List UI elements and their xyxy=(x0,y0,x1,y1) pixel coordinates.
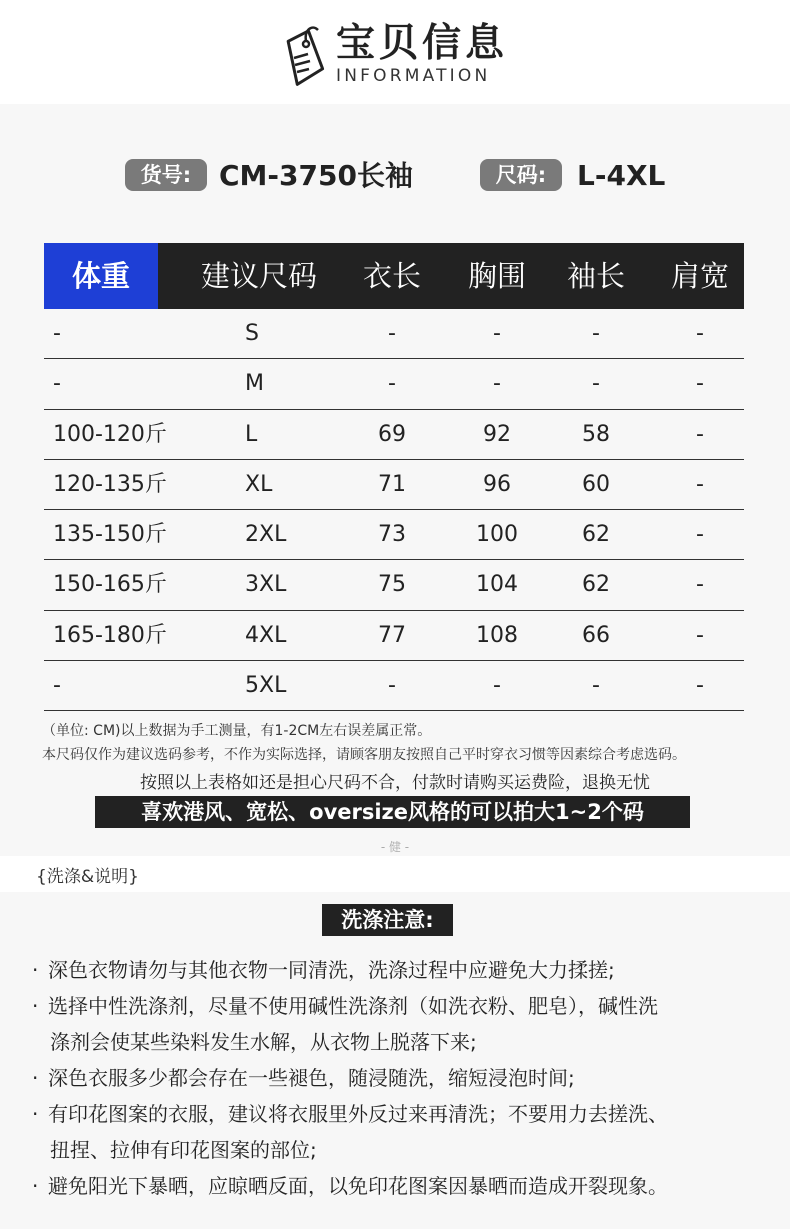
size-up-banner: 喜欢港风、宽松、oversize风格的可以拍大1~2个码 xyxy=(95,796,690,828)
note-insurance: 按照以上表格如还是担心尺码不合，付款时请购买运费险，退换无忧 xyxy=(140,773,650,793)
cell-sleeve: 60 xyxy=(582,471,610,497)
cell-shoulder: - xyxy=(696,522,704,548)
cell-chest: - xyxy=(493,371,501,397)
cell-shoulder: - xyxy=(696,371,704,397)
wash-item xyxy=(32,1168,668,1204)
page-header xyxy=(0,0,790,104)
bullet-dot: · xyxy=(32,958,39,982)
cell-size: L xyxy=(245,421,258,447)
cell-shoulder: - xyxy=(696,572,704,598)
cell-chest: - xyxy=(493,673,501,699)
price-tag-icon xyxy=(276,24,326,88)
wash-item xyxy=(32,1096,668,1132)
wash-item-text: 深色衣服多少都会存在一些褪色，随浸随洗，缩短浸泡时间; xyxy=(48,1066,575,1090)
table-row xyxy=(44,309,744,359)
bullet-dot: · xyxy=(32,1066,39,1090)
header-sleeve: 袖长 xyxy=(566,259,625,293)
cell-chest: 100 xyxy=(476,522,518,548)
header-weight: 体重 xyxy=(44,243,158,309)
cell-length: 77 xyxy=(378,622,406,648)
cell-size: 4XL xyxy=(245,622,287,648)
cell-weight: 100-120斤 xyxy=(53,421,167,447)
cell-shoulder: - xyxy=(696,421,704,447)
table-row xyxy=(44,560,744,610)
bullet-dot: · xyxy=(32,994,39,1018)
header-length: 衣长 xyxy=(362,259,421,293)
bullet-dot: · xyxy=(32,1102,39,1126)
cell-weight: 120-135斤 xyxy=(53,471,167,497)
cell-size: M xyxy=(245,371,264,397)
page-subtitle: INFORMATION xyxy=(336,66,491,86)
cell-sleeve: - xyxy=(592,673,600,699)
header-size: 建议尺码 xyxy=(200,259,317,293)
table-row xyxy=(44,661,744,711)
cell-shoulder: - xyxy=(696,471,704,497)
wash-item-text: 深色衣物请勿与其他衣物一同清洗，洗涤过程中应避免大力揉搓; xyxy=(48,958,615,982)
cell-shoulder: - xyxy=(696,321,704,346)
cell-weight: - xyxy=(53,371,61,397)
cell-size: 3XL xyxy=(245,572,287,598)
cell-chest: 96 xyxy=(483,471,511,497)
wash-item-text: 避免阳光下暴晒，应晾晒反面，以免印花图案因暴晒而造成开裂现象。 xyxy=(48,1174,668,1198)
wash-item-continuation: 扭捏、拉伸有印花图案的部位; xyxy=(50,1138,317,1162)
header-chest: 胸围 xyxy=(467,259,526,293)
wash-item xyxy=(32,988,658,1024)
cell-chest: - xyxy=(493,321,501,346)
header-shoulder: 肩宽 xyxy=(670,259,729,293)
cell-weight: 150-165斤 xyxy=(53,572,167,598)
cell-weight: 165-180斤 xyxy=(53,622,167,648)
cell-length: - xyxy=(388,321,396,346)
size-value: L-4XL xyxy=(577,159,666,192)
wash-item xyxy=(32,1060,575,1096)
size-label-badge: 尺码: xyxy=(480,159,562,191)
cell-length: 73 xyxy=(378,522,406,548)
sku-value: CM-3750长袖 xyxy=(219,159,413,192)
table-header xyxy=(44,243,744,309)
table-row xyxy=(44,359,744,409)
cell-sleeve: - xyxy=(592,371,600,397)
cell-sleeve: 62 xyxy=(582,522,610,548)
cell-sleeve: - xyxy=(592,321,600,346)
wash-section-label: {洗涤&说明} xyxy=(36,867,139,887)
cell-size: 2XL xyxy=(245,522,287,548)
wash-item-text: 有印花图案的衣服，建议将衣服里外反过来再清洗；不要用力去搓洗、 xyxy=(48,1102,668,1126)
cell-weight: - xyxy=(53,673,61,699)
cell-sleeve: 58 xyxy=(582,421,610,447)
table-row xyxy=(44,611,744,661)
signature: - 健 - xyxy=(380,840,410,854)
table-row xyxy=(44,510,744,560)
table-row xyxy=(44,460,744,510)
cell-sleeve: 62 xyxy=(582,572,610,598)
note-measurement: （单位: CM)以上数据为手工测量，有1-2CM左右误差属正常。 xyxy=(42,723,432,739)
cell-length: 69 xyxy=(378,421,406,447)
sku-label-badge: 货号: xyxy=(125,159,207,191)
cell-shoulder: - xyxy=(696,673,704,699)
cell-shoulder: - xyxy=(696,622,704,648)
cell-length: - xyxy=(388,371,396,397)
cell-length: 75 xyxy=(378,572,406,598)
table-row xyxy=(44,410,744,460)
cell-chest: 108 xyxy=(476,622,518,648)
size-table xyxy=(44,243,744,711)
wash-title: 洗涤注意: xyxy=(322,904,453,936)
wash-item-continuation: 涤剂会使某些染料发生水解，从衣物上脱落下来; xyxy=(50,1030,477,1054)
cell-length: 71 xyxy=(378,471,406,497)
cell-weight: - xyxy=(53,321,61,346)
note-reference: 本尺码仅作为建议选码参考，不作为实际选择，请顾客朋友按照自己平时穿衣习惯等因素综合考虑选码。 xyxy=(42,747,686,763)
bullet-dot: · xyxy=(32,1174,39,1198)
cell-sleeve: 66 xyxy=(582,622,610,648)
wash-item-text: 选择中性洗涤剂，尽量不使用碱性洗涤剂（如洗衣粉、肥皂），碱性洗 xyxy=(48,994,658,1018)
page-title: 宝贝信息 xyxy=(336,21,509,66)
cell-size: XL xyxy=(245,471,273,497)
cell-chest: 92 xyxy=(483,421,511,447)
cell-size: 5XL xyxy=(245,673,287,699)
cell-chest: 104 xyxy=(476,572,518,598)
cell-size: S xyxy=(245,321,259,346)
wash-item xyxy=(32,952,615,988)
cell-weight: 135-150斤 xyxy=(53,522,167,548)
cell-length: - xyxy=(388,673,396,699)
